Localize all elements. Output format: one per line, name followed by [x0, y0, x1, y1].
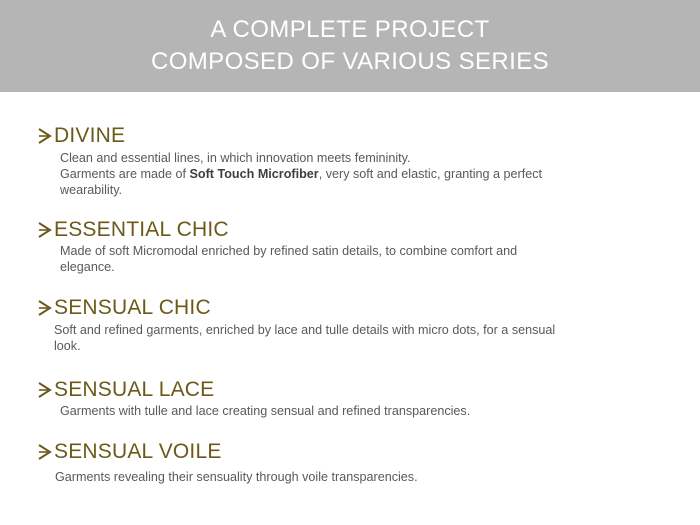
title-line-2: COMPOSED OF VARIOUS SERIES — [150, 48, 550, 75]
title-line-1: A COMPLETE PROJECT — [210, 16, 490, 43]
title-banner — [0, 0, 700, 92]
series-description — [54, 322, 674, 354]
arrowhead-bullet-icon — [37, 443, 53, 461]
description-line — [60, 166, 660, 182]
description-line: Garments revealing their sensuality through voile transparencies. — [55, 470, 418, 484]
arrowhead-bullet-icon — [37, 299, 53, 317]
series-title: SENSUAL CHIC — [54, 296, 211, 319]
description-line: Clean and essential lines, in which innovation meets femininity. — [60, 151, 411, 165]
arrowhead-bullet-icon — [37, 127, 53, 145]
arrowhead-bullet-icon — [37, 221, 53, 239]
series-title: DIVINE — [54, 124, 126, 147]
series-title: SENSUAL VOILE — [54, 440, 222, 463]
series-description — [60, 403, 660, 419]
description-line: Soft and refined garments, enriched by lace and tulle details with micro dots, for a sensual — [54, 323, 556, 337]
description-line: elegance. — [60, 260, 115, 274]
description-line: look. — [54, 339, 81, 353]
description-line: wearability. — [60, 183, 123, 197]
description-text: Garments are made of — [60, 167, 190, 181]
material-name: Soft Touch Microfiber — [189, 167, 319, 181]
series-description — [60, 243, 660, 275]
description-line: Garments with tulle and lace creating sensual and refined transparencies. — [60, 404, 471, 418]
series-title: SENSUAL LACE — [54, 378, 215, 401]
series-description — [60, 150, 660, 198]
arrowhead-bullet-icon — [37, 381, 53, 399]
series-description — [55, 469, 675, 485]
description-line: Made of soft Micromodal enriched by refined satin details, to combine comfort and — [60, 244, 518, 258]
description-text: , very soft and elastic, granting a perfect — [318, 167, 543, 181]
series-title: ESSENTIAL CHIC — [54, 218, 229, 241]
